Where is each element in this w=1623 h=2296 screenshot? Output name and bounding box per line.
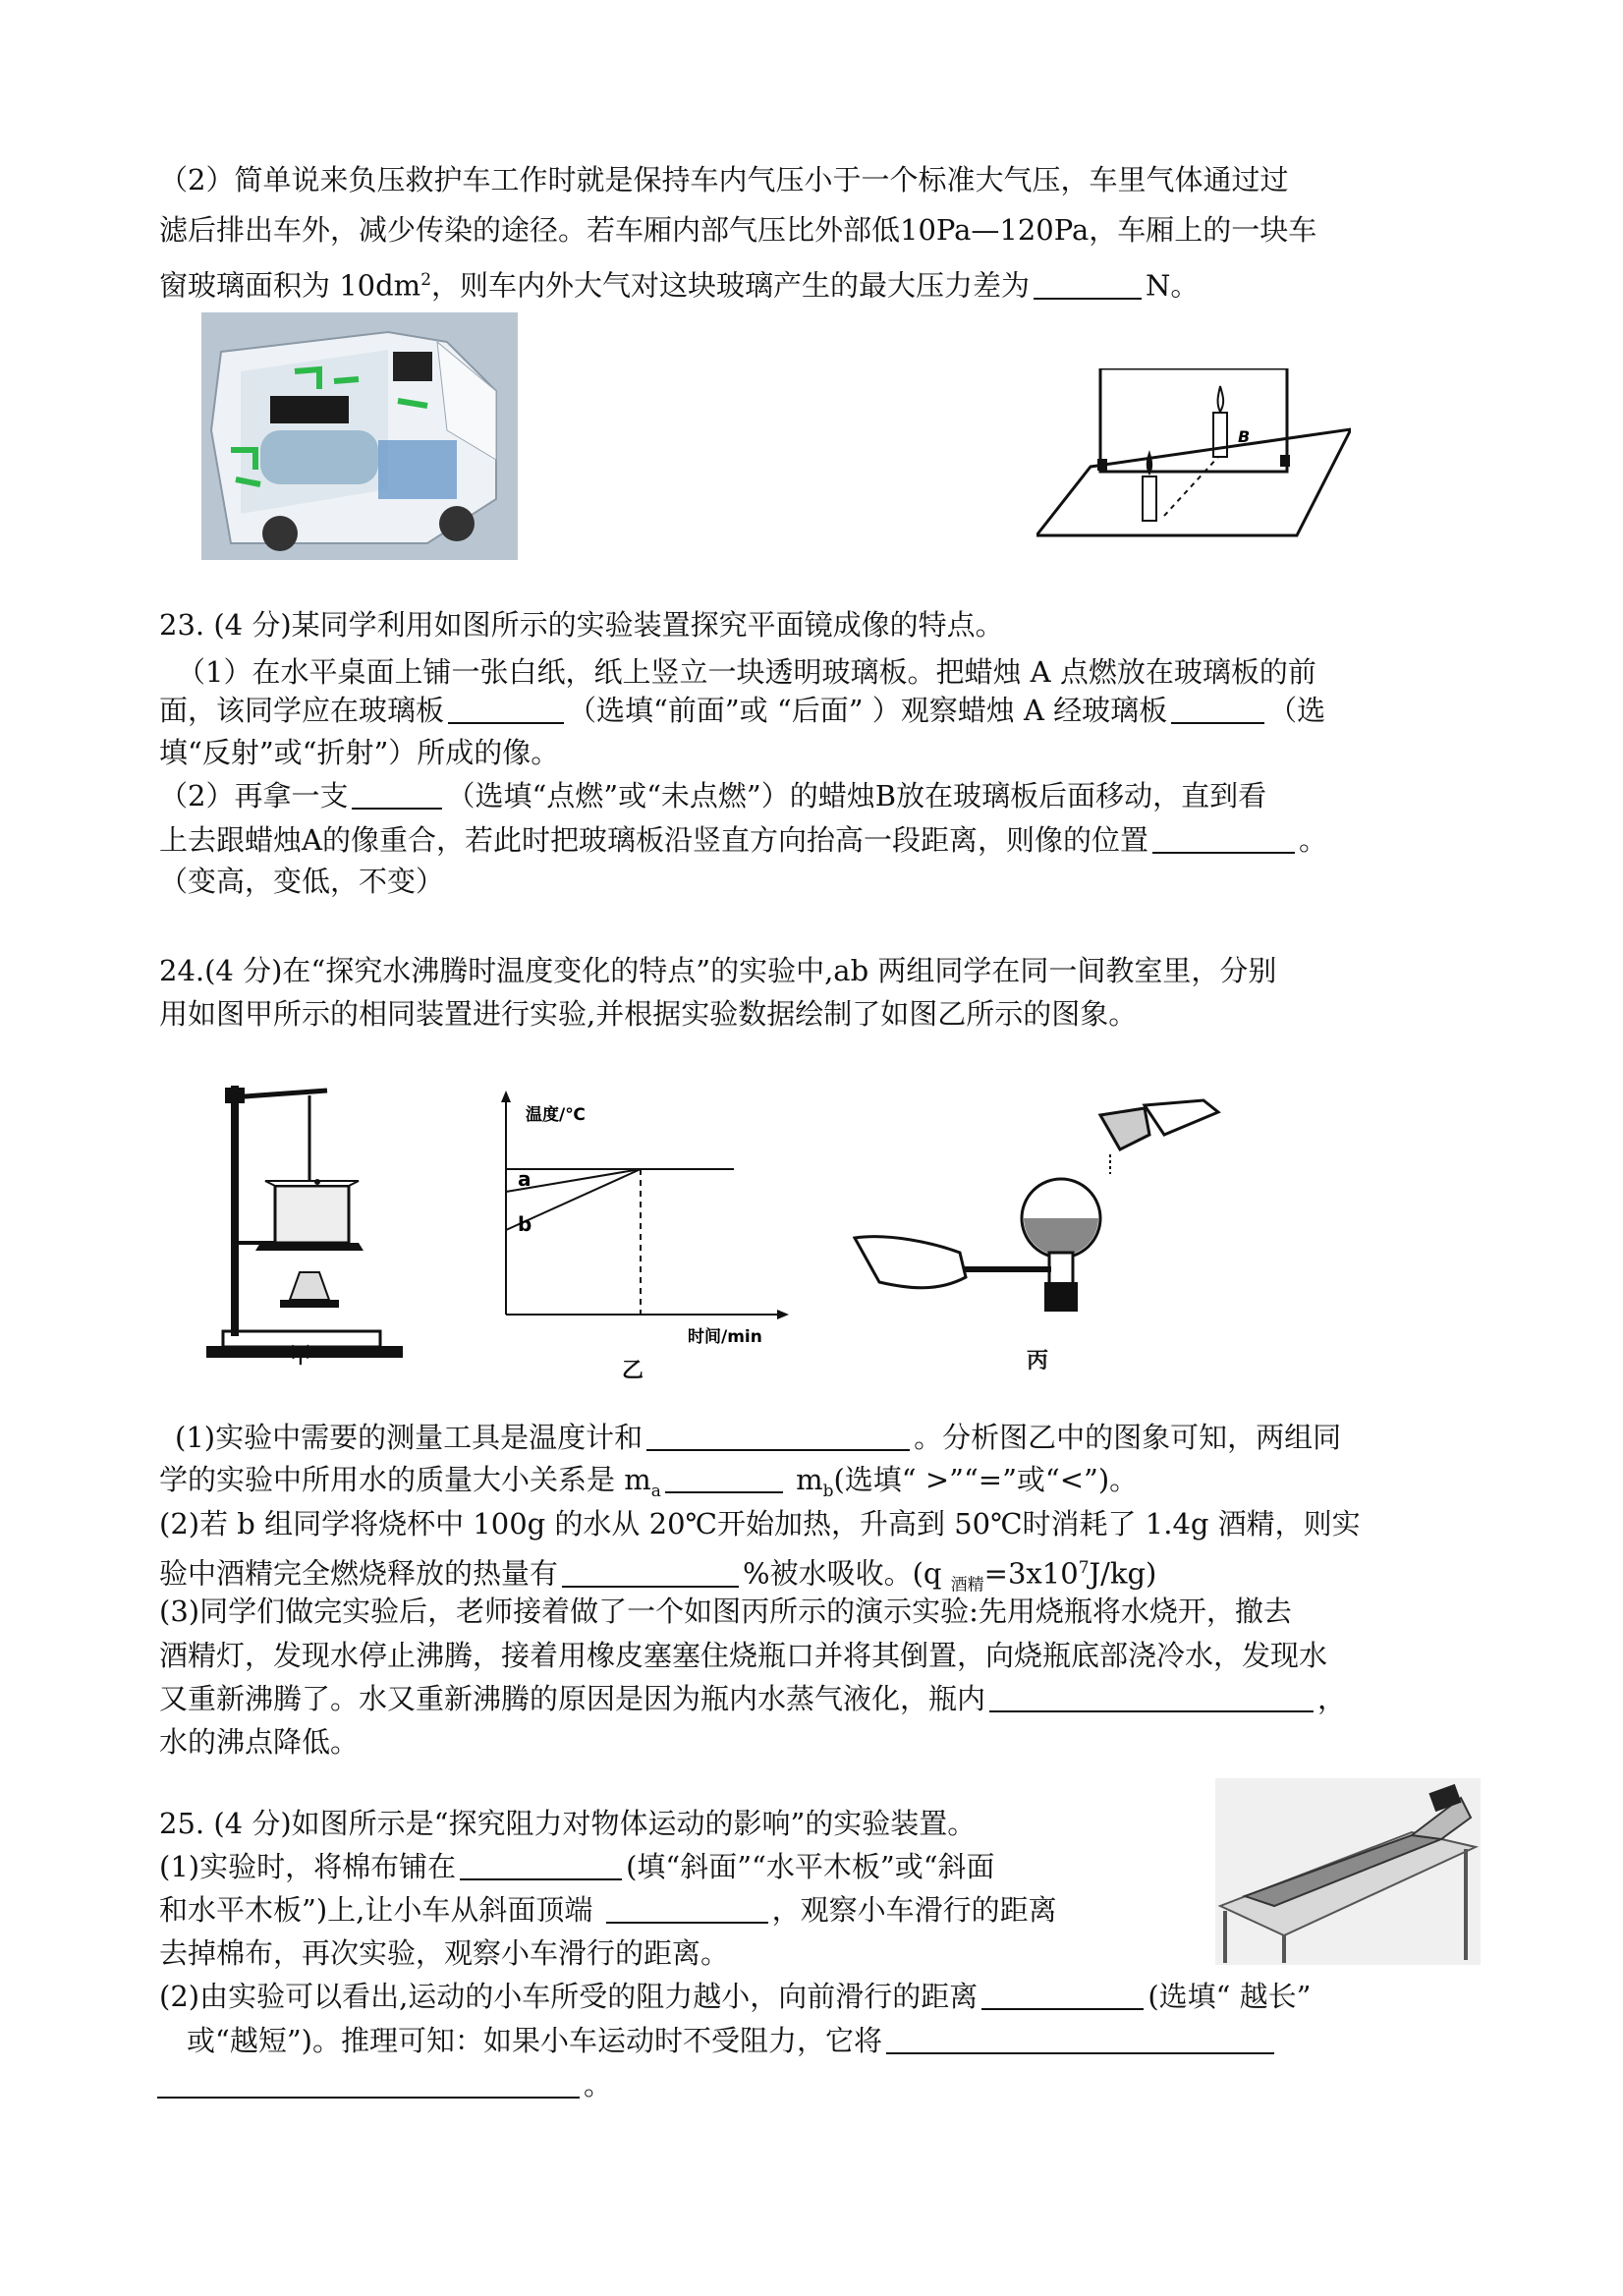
answer-blank[interactable] [886,2023,1274,2054]
x-axis-arrow [777,1310,789,1319]
answer-blank[interactable] [352,778,442,810]
temperature-time-chart [496,1091,791,1383]
y-axis-arrow [501,1091,511,1102]
answer-blank[interactable] [665,1462,783,1493]
q25-part1-line1: (1)实验时，将棉布铺在 (填“斜面”“水平木板”或“斜面 [159,1850,995,1883]
q23-heading: 23. (4 分)某同学利用如图所示的实验装置探究平面镜成像的特点。 [159,608,1004,642]
q24-part2-line2: 验中酒精完全燃烧释放的热量有 %被水吸收。(q $_{酒精}=3x10^7J/kg$) [159,1556,1157,1596]
answer-blank[interactable] [646,1420,910,1451]
answer-blank[interactable] [989,1681,1314,1712]
q24-part3-line4: 水的沸点降低。 [159,1725,360,1759]
y-axis-label: 温度/℃ [526,1105,586,1125]
label-b: B [1238,427,1251,446]
q25-part1-line2: 和水平木板”)上,让小车从斜面顶端 ，观察小车滑行的距离 [159,1893,1057,1927]
figure-label-bing: 丙 [1027,1349,1049,1373]
q25-part2-line2: 或“越短”)。推理可知：如果小车运动时不受阻力，它将 [187,2021,1278,2060]
plane-mirror-figure [1036,368,1351,545]
q24-part3-line2: 酒精灯，发现水停止沸腾，接着用橡皮塞塞住烧瓶口并将其倒置，向烧瓶底部浇冷水，发现水 [159,1639,1328,1672]
q24-line-2: 用如图甲所示的相同装置进行实验,并根据实验数据绘制了如图乙所示的图象。 [159,997,1138,1031]
answer-blank[interactable] [157,2067,580,2099]
series-b-label: b [518,1212,532,1236]
answer-blank[interactable] [606,1892,768,1924]
answer-blank[interactable] [448,693,564,724]
answer-blank[interactable] [1034,268,1142,300]
q24-part2-line1: (2)若 b 组同学将烧杯中 100g 的水从 20℃开始加热，升高到 50℃时消耗了 1.4g 酒精，则实 [159,1507,1361,1540]
ramp-cart-image [1215,1778,1481,1965]
q22-line-2: 滤后排出车外，减少传染的途径。若车厢内部气压比外部低10Pa—120Pa，车厢上的一块车 [159,213,1317,247]
flask-demo-figure [850,1081,1243,1375]
ambulance-image [201,312,518,560]
q24-part1-line1: (1)实验中需要的测量工具是温度计和 。分析图乙中的图象可知，两组同 [175,1421,1342,1454]
answer-blank[interactable] [460,1849,622,1880]
figure-label-yi: 乙 [622,1359,644,1383]
x-axis-label: 时间/min [688,1327,762,1347]
q22-line-1: （2）简单说来负压救护车工作时就是保持车内气压小于一个标准大气压，车里气体通过过 [159,163,1289,196]
answer-blank[interactable] [562,1556,739,1588]
q24-heading: 24.(4 分)在“探究水沸腾时温度变化的特点”的实验中,ab 两组同学在同一间教室里，分别 [159,954,1277,987]
q23-line-1: （1）在水平桌面上铺一张白纸，纸上竖立一块透明玻璃板。把蜡烛 A 点燃放在玻璃板的前 [177,655,1316,689]
q25-part2-line1: (2)由实验可以看出,运动的小车所受的阻力越小，向前滑行的距离 (选填“ 越长” [159,1980,1312,2013]
q25-part1-line3: 去掉棉布，再次实验，观察小车滑行的距离。 [159,1936,730,1970]
q25-heading: 25. (4 分)如图所示是“探究阻力对物体运动的影响”的实验装置。 [159,1807,977,1840]
q23-line-4: （2）再拿一支 （选填“点燃”或“未点燃”）的蜡烛B放在玻璃板后面移动，直到看 [159,779,1267,812]
q23-line-5: 上去跟蜡烛A的像重合，若此时把玻璃板沿竖直方向抬高一段距离，则像的位置 。 [159,823,1327,857]
q23-line-3: 填“反射”或“折射”）所成的像。 [159,736,560,769]
q24-part3-line1: (3)同学们做完实验后，老师接着做了一个如图丙所示的演示实验:先用烧瓶将水烧开，撤去 [159,1595,1292,1628]
q24-part1-line2: 学的实验中所用水的质量大小关系是 $m_a$ $m_b$(选填“ >”“=”或“<”)。 [159,1463,1139,1501]
figure-label-jia: 甲 [290,1344,312,1369]
q23-line-6: （变高，变低，不变） [159,865,445,898]
answer-blank[interactable] [981,1979,1144,2010]
q22-line-3: 窗玻璃面积为 $10dm^2$，则车内外大气对这块玻璃产生的最大压力差为 N。 [159,268,1200,303]
q25-part2-line3: 。 [157,2065,612,2104]
series-a-label: a [518,1167,532,1191]
apparatus-figure-jia [201,1076,408,1369]
answer-blank[interactable] [1152,822,1295,854]
q23-line-2: 面，该同学应在玻璃板 （选填“前面”或 “后面” ）观察蜡烛 A 经玻璃板 （选 [159,694,1326,727]
q24-part3-line3: 又重新沸腾了。水又重新沸腾的原因是因为瓶内水蒸气液化，瓶内 ， [159,1682,1347,1715]
answer-blank[interactable] [1171,693,1264,724]
